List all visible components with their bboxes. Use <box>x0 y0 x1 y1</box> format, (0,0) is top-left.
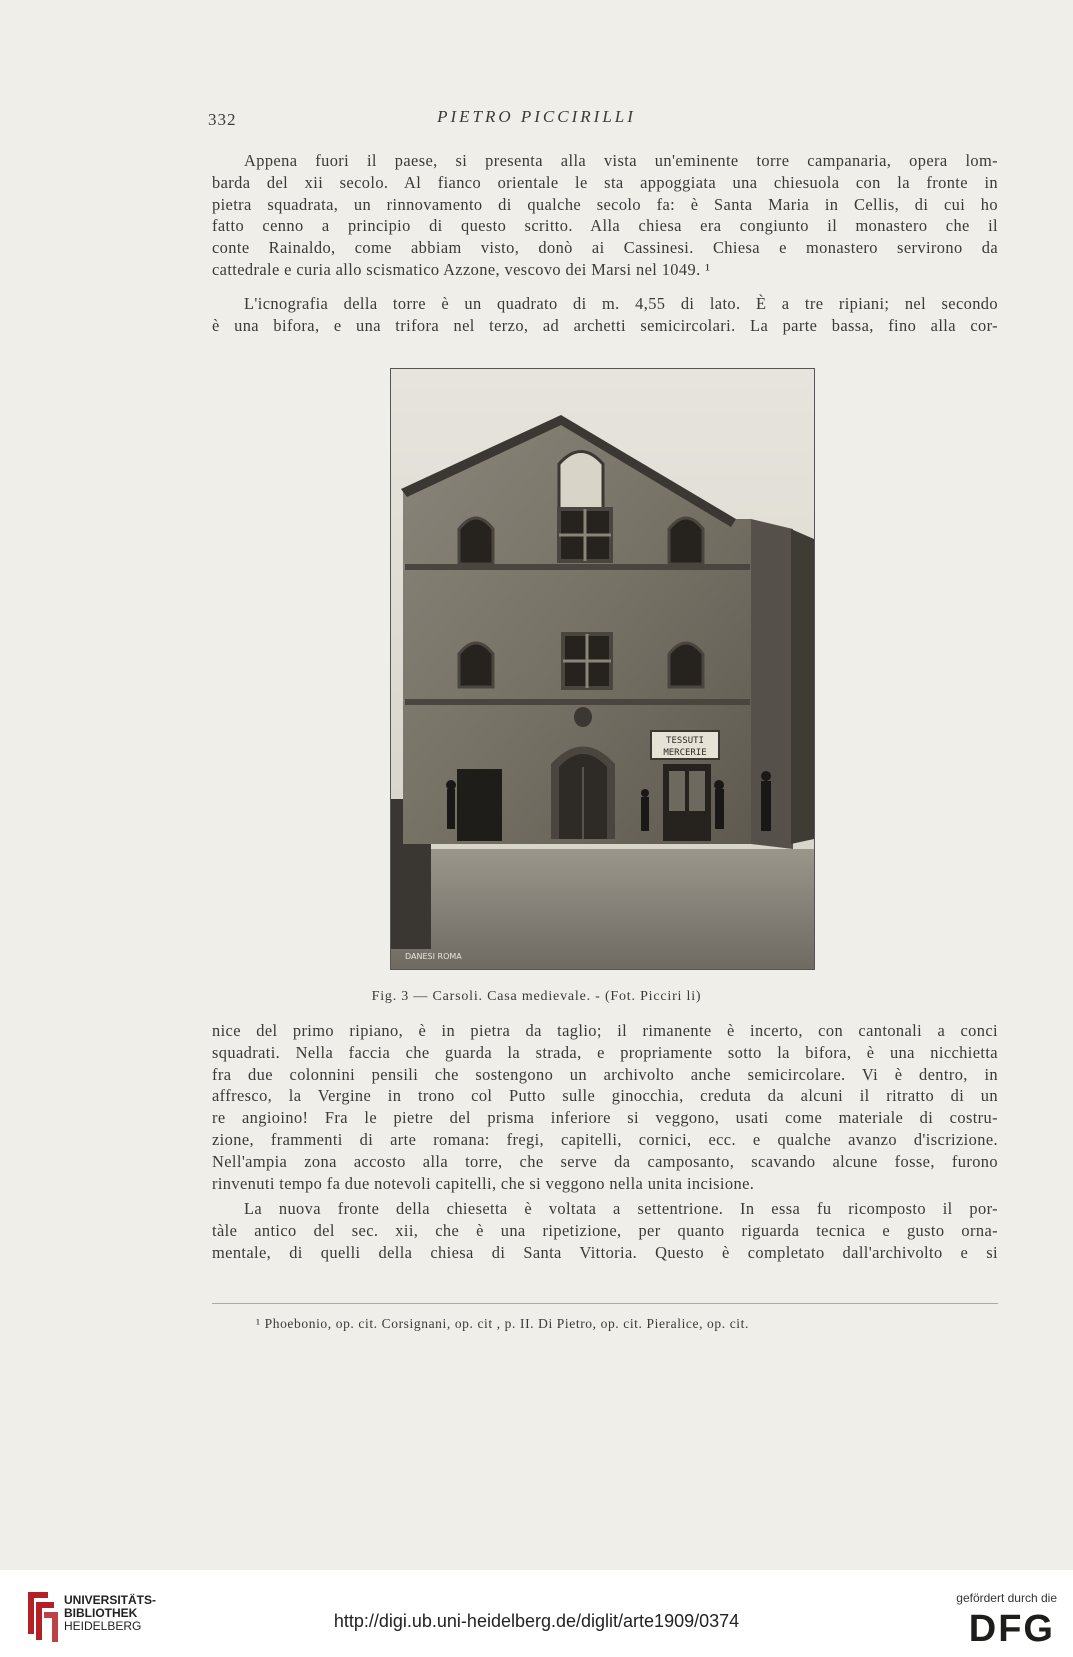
shop-sign-line1: TESSUTI <box>666 736 704 746</box>
photo-credit-stamp: DANESI ROMA <box>405 952 462 961</box>
text-line: cattedrale e curia allo scismatico Azzone, vescovo dei Marsi nel 1049. ¹ <box>212 259 711 279</box>
text-line: zione, frammenti di arte romana: fregi, capitelli, cornici, ecc. e qualche avanzo d'iscrizione. <box>212 1129 998 1149</box>
figure-photograph <box>390 368 815 970</box>
text-line: squadrati. Nella faccia che guarda la strada, e propriamente sotto la bifora, è una nicchietta <box>212 1042 998 1062</box>
text-line: mentale, di quelli della chiesa di Santa Vittoria. Questo è completato dall'archivolto e si <box>212 1242 998 1262</box>
text-line: fatto cenno a principio di questo scritto. Alla chiesa era congiunto il monastero che il <box>212 216 998 236</box>
library-line1: UNIVERSITÄTS- <box>64 1593 157 1607</box>
funding-note: gefördert durch die <box>956 1591 1057 1605</box>
text-line: affresco, la Vergine in trono col Putto sulle ginocchia, creduta da alcuni il ritratto di un <box>212 1086 998 1106</box>
text-line: pietra squadrata, un rinnovamento di qualche secolo fa: è Santa Maria in Cellis, di cui ho <box>212 194 998 214</box>
source-url-link[interactable]: http://digi.ub.uni-heidelberg.de/diglit/arte1909/0374 <box>333 1611 740 1631</box>
text-line: fra due colonnini pensili che sostengono un archivolto anche semicircolare. Vi è dentro, in <box>212 1064 998 1084</box>
library-line2: BIBLIOTHEK <box>64 1606 138 1620</box>
paragraph-4 <box>212 1198 998 1263</box>
text-line: L'icnografia della torre è un quadrato di m. 4,55 di lato. È a tre ripiani; nel secondo <box>244 294 998 313</box>
text-line: nice del primo ripiano, è in pietra da taglio; il rimanente è incerto, con cantonali a conci <box>212 1021 998 1040</box>
running-head: PIETRO PICCIRILLI <box>437 107 636 126</box>
page-number: 332 <box>208 110 237 129</box>
paragraph-2 <box>212 293 998 337</box>
paragraph-3 <box>212 1020 998 1194</box>
footnote: ¹ Phoebonio, op. cit. Corsignani, op. cit , p. II. Di Pietro, op. cit. Pieralice, op. cit. <box>256 1316 749 1331</box>
text-line: rinvenuti tempo fa due notevoli capitelli, che si veggono nella unita incisione. <box>212 1173 755 1193</box>
text-line: è una bifora, e una trifora nel terzo, ad archetti semicircolari. La parte bassa, fino alla cor- <box>212 315 998 335</box>
footnote-divider <box>212 1303 998 1304</box>
text-line: La nuova fronte della chiesetta è voltata a settentrione. In essa fu ricomposto il por- <box>244 1199 998 1218</box>
text-line: Nell'ampia zona accosto alla torre, che serve da camposanto, scavando alcune fosse, furono <box>212 1151 998 1171</box>
text-line: Appena fuori il paese, si presenta alla vista un'eminente torre campanaria, opera lom- <box>244 151 998 170</box>
text-line: conte Rainaldo, come abbiam visto, donò ai Cassinesi. Chiesa e monastero servirono da <box>212 238 998 258</box>
text-line: tàle antico del sec. xii, che è una ripetizione, per quanto riguarda tecnica e gusto orna- <box>212 1220 998 1240</box>
library-line3: HEIDELBERG <box>64 1619 142 1633</box>
text-line: barda del xii secolo. Al fianco orientale le sta appoggiata una chiesuola con la fronte in <box>212 172 998 192</box>
shop-sign-line2: MERCERIE <box>663 748 707 758</box>
text-line: re angioino! Fra le pietre del prisma inferiore si veggono, usati come materiale di costru- <box>212 1108 998 1128</box>
medieval-house-photo <box>391 369 814 969</box>
paragraph-1 <box>212 150 998 281</box>
figure-caption: Fig. 3 — Carsoli. Casa medievale. - (Fot. Picciri li) <box>371 989 702 1004</box>
dfg-logo: DFG <box>968 1608 1055 1650</box>
